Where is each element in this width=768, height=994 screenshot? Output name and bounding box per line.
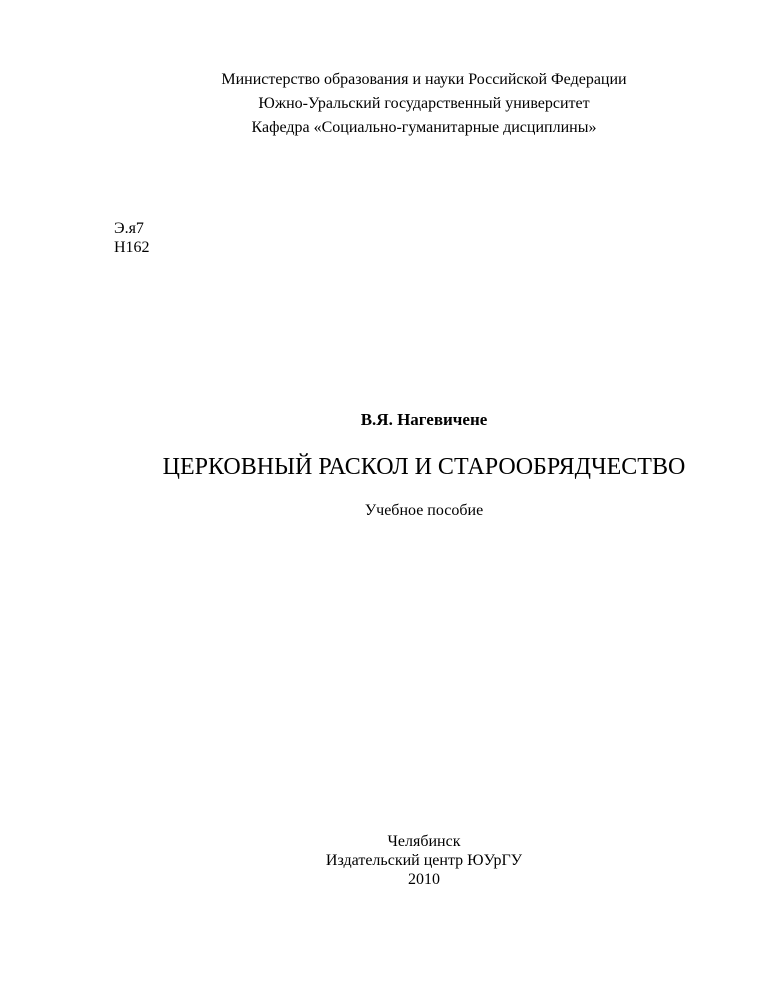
ministry-line: Министерство образования и науки Российской Федерации bbox=[221, 71, 627, 88]
imprint bbox=[0, 832, 768, 889]
library-classification bbox=[114, 219, 150, 257]
author-name: В.Я. Нагевичене bbox=[360, 410, 488, 429]
university-line: Южно-Уральский государственный университет bbox=[258, 95, 590, 112]
author-mark: Н162 bbox=[114, 239, 150, 256]
classification-code: Э.я7 bbox=[114, 220, 144, 237]
imprint-year: 2010 bbox=[408, 871, 440, 888]
institution-header bbox=[0, 68, 768, 140]
book-title: ЦЕРКОВНЫЙ РАСКОЛ И СТАРООБРЯДЧЕСТВО bbox=[162, 454, 686, 480]
imprint-publisher: Издательский центр ЮУрГУ bbox=[325, 852, 523, 869]
book-subtitle: Учебное пособие bbox=[364, 502, 484, 519]
department-line: Кафедра «Социально-гуманитарные дисциплины» bbox=[251, 119, 597, 136]
imprint-city: Челябинск bbox=[387, 833, 461, 850]
